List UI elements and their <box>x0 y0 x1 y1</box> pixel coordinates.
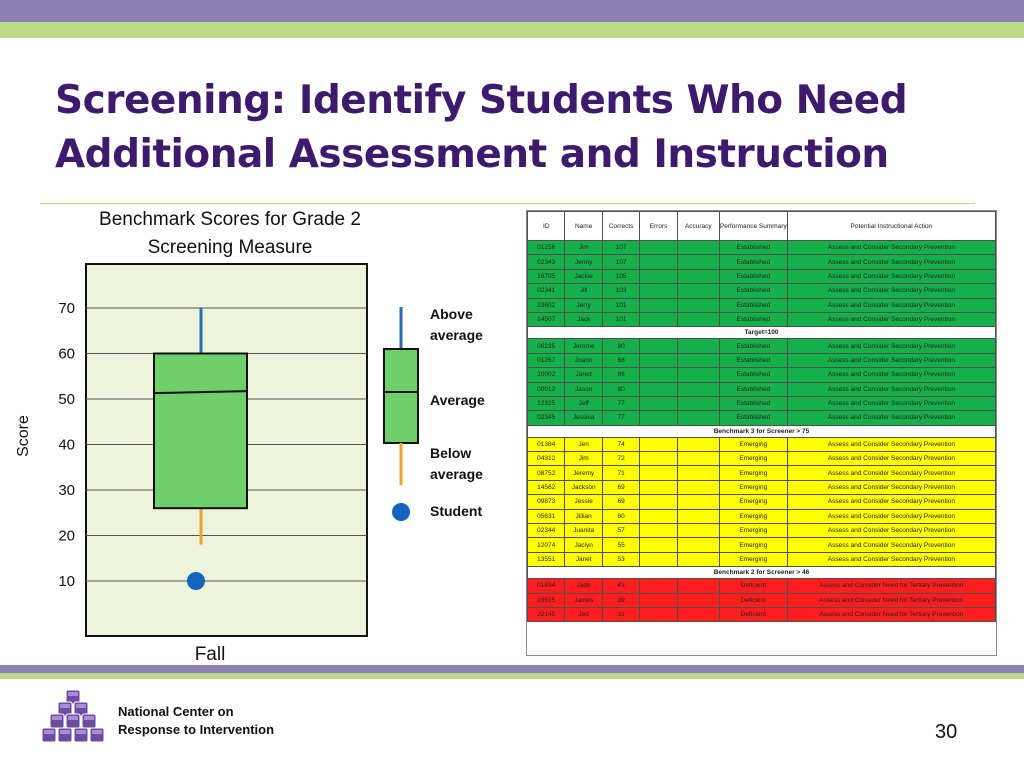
table-row <box>528 353 996 367</box>
table-cell: 12325 <box>528 396 565 410</box>
org-line2: Response to Intervention <box>118 722 275 737</box>
table-row <box>528 411 996 425</box>
column-header: Name <box>565 212 602 241</box>
legend-student-label: Student <box>430 503 483 519</box>
table-cell: Established <box>719 382 787 396</box>
table-cell: Established <box>719 241 787 255</box>
table-cell: Assess and Consider Secondary Prevention <box>787 382 995 396</box>
table-cell: 60 <box>602 509 639 523</box>
table-cell <box>677 382 719 396</box>
table-row <box>528 368 996 382</box>
table-cell <box>640 524 677 538</box>
table-cell: Jenny <box>565 255 602 269</box>
table-cell: Juanita <box>565 524 602 538</box>
benchmark-label: Benchmark 2 for Screener > 46 <box>528 567 996 579</box>
table-cell <box>640 284 677 298</box>
legend-above-line1: Above <box>430 306 473 322</box>
table-cell: 04312 <box>528 452 565 466</box>
table-cell: 01256 <box>528 241 565 255</box>
table-cell: Jim <box>565 452 602 466</box>
table-cell: 16705 <box>528 269 565 283</box>
column-header: ID <box>528 212 565 241</box>
table-cell <box>640 538 677 552</box>
table-cell <box>677 284 719 298</box>
table-cell: 71 <box>602 466 639 480</box>
table-cell: 22145 <box>528 607 565 621</box>
table-cell: 01834 <box>528 579 565 593</box>
table-cell <box>677 437 719 451</box>
table-cell: Jackie <box>565 269 602 283</box>
table-cell <box>677 269 719 283</box>
table-cell <box>677 396 719 410</box>
table-cell: 69 <box>602 480 639 494</box>
table-cell: 105 <box>602 269 639 283</box>
student-score-dot <box>187 572 205 590</box>
title-divider <box>40 203 975 204</box>
legend-below-line2: average <box>430 466 483 482</box>
table-cell: 43 <box>602 579 639 593</box>
table-cell <box>640 452 677 466</box>
table-cell: Assess and Consider Secondary Prevention <box>787 437 995 451</box>
screening-results-table <box>526 210 997 656</box>
table-row <box>528 396 996 410</box>
chart-title <box>60 206 400 262</box>
table-cell: Assess and Consider Secondary Prevention <box>787 466 995 480</box>
table-cell <box>640 312 677 326</box>
table-cell: Joann <box>565 353 602 367</box>
table-cell <box>677 368 719 382</box>
table-cell: 20002 <box>528 368 565 382</box>
table-cell: Emerging <box>719 452 787 466</box>
y-tick-label: 10 <box>58 573 75 590</box>
table-cell: Emerging <box>719 437 787 451</box>
table-cell: Assess and Consider Secondary Prevention <box>787 411 995 425</box>
page-number: 30 <box>935 721 958 743</box>
benchmark-separator-row <box>528 327 996 339</box>
table-row <box>528 466 996 480</box>
table-cell: 86 <box>602 368 639 382</box>
table-cell: 23602 <box>528 298 565 312</box>
bottom-accent-bar-purple <box>0 665 1024 673</box>
table-cell: Established <box>719 411 787 425</box>
table-row <box>528 269 996 283</box>
table-cell <box>640 353 677 367</box>
table-cell: 69 <box>602 495 639 509</box>
table-cell: 72 <box>602 452 639 466</box>
table-cell: 23515 <box>528 593 565 607</box>
table-cell <box>677 480 719 494</box>
table-cell <box>677 339 719 353</box>
benchmark-label: Target=100 <box>528 327 996 339</box>
table-row <box>528 339 996 353</box>
table-cell <box>640 241 677 255</box>
table-cell <box>677 353 719 367</box>
x-axis-label: Fall <box>194 644 226 665</box>
table-cell: Emerging <box>719 552 787 566</box>
table-cell: 101 <box>602 298 639 312</box>
table-cell: Assess and Consider Secondary Prevention <box>787 552 995 566</box>
table-cell: Assess and Consider Secondary Prevention <box>787 524 995 538</box>
table-cell: Jillian <box>565 509 602 523</box>
table-cell: 57 <box>602 524 639 538</box>
table-cell <box>640 368 677 382</box>
table-cell: Assess and Consider Need for Tertiary Prevention <box>787 593 995 607</box>
table-cell <box>640 255 677 269</box>
table-cell: Assess and Consider Secondary Prevention <box>787 312 995 326</box>
table-cell <box>640 339 677 353</box>
table-cell: 74 <box>602 437 639 451</box>
table-row <box>528 524 996 538</box>
y-axis-label: Score <box>15 415 32 457</box>
table-cell <box>640 495 677 509</box>
table-cell: 02345 <box>528 411 565 425</box>
org-line1: National Center on <box>118 704 234 719</box>
table-cell <box>677 466 719 480</box>
table-cell: 39 <box>602 593 639 607</box>
bottom-accent-bar-green <box>0 673 1024 679</box>
table-cell: Emerging <box>719 509 787 523</box>
table-cell: Jack <box>565 312 602 326</box>
table-cell: 01267 <box>528 353 565 367</box>
table-cell: 02344 <box>528 524 565 538</box>
table-cell <box>677 509 719 523</box>
table-cell: 08752 <box>528 466 565 480</box>
table-cell: Assess and Consider Secondary Prevention <box>787 480 995 494</box>
column-header: Errors <box>640 212 677 241</box>
table-cell: Assess and Consider Secondary Prevention <box>787 368 995 382</box>
table-cell: Established <box>719 255 787 269</box>
table-cell: Jeremy <box>565 466 602 480</box>
table-cell: 09873 <box>528 495 565 509</box>
legend-above-label <box>430 304 483 346</box>
table-cell: Jerry <box>565 298 602 312</box>
table-row <box>528 607 996 621</box>
table-cell: 01384 <box>528 437 565 451</box>
table-cell: 13551 <box>528 552 565 566</box>
organization-name <box>118 703 274 739</box>
slide-title: Screening: Identify Students Who Need Additional Assessment and Instruction <box>55 78 908 177</box>
legend-average-label: Average <box>430 392 485 408</box>
table-cell: Jerome <box>565 339 602 353</box>
table-cell <box>640 480 677 494</box>
benchmark-separator-row <box>528 567 996 579</box>
table-cell: Assess and Consider Secondary Prevention <box>787 255 995 269</box>
table-cell: 53 <box>602 552 639 566</box>
top-accent-bar-purple <box>0 0 1024 22</box>
table-cell: Assess and Consider Secondary Prevention <box>787 241 995 255</box>
table-row <box>528 538 996 552</box>
table-cell: Jessica <box>565 411 602 425</box>
chart-title-line1: Benchmark Scores for Grade 2 <box>99 209 361 230</box>
table-cell <box>640 579 677 593</box>
legend-above-line2: average <box>430 327 483 343</box>
table-cell: 02343 <box>528 255 565 269</box>
table-cell <box>677 607 719 621</box>
table-cell: Jaclyn <box>565 538 602 552</box>
column-header: Performance Summary <box>719 212 787 241</box>
table-cell: Established <box>719 368 787 382</box>
table-cell: 103 <box>602 284 639 298</box>
table-cell: Emerging <box>719 524 787 538</box>
table-cell <box>640 607 677 621</box>
table-cell: Jason <box>565 382 602 396</box>
table-cell: Assess and Consider Secondary Prevention <box>787 396 995 410</box>
table-cell: 77 <box>602 411 639 425</box>
table-cell: Jim <box>565 241 602 255</box>
table-cell: Emerging <box>719 466 787 480</box>
table-row <box>528 593 996 607</box>
table-row <box>528 579 996 593</box>
table-cell: Established <box>719 339 787 353</box>
table-cell <box>640 466 677 480</box>
table-cell: Jill <box>565 284 602 298</box>
table-row <box>528 480 996 494</box>
table-cell: 77 <box>602 396 639 410</box>
table-row <box>528 298 996 312</box>
top-accent-bar-green <box>0 22 1024 38</box>
table-cell: 101 <box>602 312 639 326</box>
table-cell: 12074 <box>528 538 565 552</box>
table-row <box>528 241 996 255</box>
table-cell <box>640 382 677 396</box>
table-row <box>528 452 996 466</box>
table-cell <box>677 495 719 509</box>
y-tick-label: 70 <box>58 300 75 317</box>
table-row <box>528 312 996 326</box>
table-cell: Assess and Consider Secondary Prevention <box>787 298 995 312</box>
table-cell: Established <box>719 269 787 283</box>
y-tick-label: 40 <box>58 436 75 454</box>
benchmark-separator-row <box>528 425 996 437</box>
table-cell <box>640 411 677 425</box>
legend-below-label <box>430 443 483 485</box>
table-cell: 107 <box>602 241 639 255</box>
table-cell <box>677 579 719 593</box>
table-row <box>528 495 996 509</box>
column-header: Potential Instructional Action <box>787 212 995 241</box>
table-cell: Assess and Consider Secondary Prevention <box>787 269 995 283</box>
table-row <box>528 552 996 566</box>
table-cell <box>640 509 677 523</box>
table-cell: Deficient <box>719 593 787 607</box>
table-cell: 90 <box>602 339 639 353</box>
table-cell: Janet <box>565 552 602 566</box>
table-cell: 02341 <box>528 284 565 298</box>
y-tick-label: 50 <box>58 391 75 408</box>
table-row <box>528 284 996 298</box>
legend-below-line1: Below <box>430 445 472 461</box>
table-cell: Assess and Consider Secondary Prevention <box>787 452 995 466</box>
table-cell: Assess and Consider Need for Tertiary Prevention <box>787 579 995 593</box>
table-cell <box>677 552 719 566</box>
table-cell <box>640 269 677 283</box>
table-cell: Emerging <box>719 538 787 552</box>
table-cell <box>677 298 719 312</box>
y-tick-label: 20 <box>58 527 75 545</box>
table-row <box>528 437 996 451</box>
y-tick-label: 30 <box>58 482 75 499</box>
table-cell <box>677 524 719 538</box>
table-cell: 14562 <box>528 480 565 494</box>
table-row <box>528 509 996 523</box>
table-cell: Deficient <box>719 579 787 593</box>
legend-student-dot <box>392 503 410 521</box>
table-row <box>528 382 996 396</box>
table-cell <box>640 437 677 451</box>
scores-table <box>527 211 996 622</box>
table-cell: 06235 <box>528 339 565 353</box>
table-cell: Assess and Consider Secondary Prevention <box>787 339 995 353</box>
table-cell: Deficient <box>719 607 787 621</box>
table-cell: Assess and Consider Secondary Prevention <box>787 284 995 298</box>
interquartile-box <box>154 354 247 509</box>
table-cell: Jade <box>565 579 602 593</box>
y-tick-label: 60 <box>58 345 75 363</box>
table-cell: Assess and Consider Secondary Prevention <box>787 538 995 552</box>
table-cell: Assess and Consider Need for Tertiary Prevention <box>787 607 995 621</box>
table-cell: Assess and Consider Secondary Prevention <box>787 353 995 367</box>
column-header: Accuracy <box>677 212 719 241</box>
table-cell: Assess and Consider Secondary Prevention <box>787 495 995 509</box>
table-cell <box>677 538 719 552</box>
table-cell <box>677 452 719 466</box>
table-cell: 80 <box>602 382 639 396</box>
table-cell <box>640 298 677 312</box>
table-cell <box>640 396 677 410</box>
table-cell <box>640 593 677 607</box>
table-cell: James <box>565 593 602 607</box>
table-cell: 31 <box>602 607 639 621</box>
table-cell: Emerging <box>719 495 787 509</box>
table-cell: Jeff <box>565 396 602 410</box>
table-header-row <box>528 212 996 241</box>
table-cell: Jared <box>565 368 602 382</box>
table-cell: Established <box>719 298 787 312</box>
ncrti-logo-icon <box>40 688 106 752</box>
table-cell: 05631 <box>528 509 565 523</box>
table-cell: Emerging <box>719 480 787 494</box>
table-cell: Established <box>719 353 787 367</box>
table-cell: Jessie <box>565 495 602 509</box>
table-cell <box>677 255 719 269</box>
table-cell: Jen <box>565 437 602 451</box>
table-cell <box>677 593 719 607</box>
table-cell: 14507 <box>528 312 565 326</box>
chart-title-line2: Screening Measure <box>147 237 313 258</box>
table-cell <box>677 312 719 326</box>
table-row <box>528 255 996 269</box>
table-cell: 55 <box>602 538 639 552</box>
column-header: Corrects <box>602 212 639 241</box>
benchmark-label: Benchmark 3 for Screener > 75 <box>528 425 996 437</box>
table-cell <box>640 552 677 566</box>
table-cell: 00012 <box>528 382 565 396</box>
table-cell: Established <box>719 312 787 326</box>
table-cell: Established <box>719 284 787 298</box>
table-cell: Jed <box>565 607 602 621</box>
table-cell: 107 <box>602 255 639 269</box>
table-cell: Established <box>719 396 787 410</box>
table-cell: 88 <box>602 353 639 367</box>
table-cell: Jackson <box>565 480 602 494</box>
table-cell <box>677 411 719 425</box>
table-cell <box>677 241 719 255</box>
legend-box <box>384 349 418 443</box>
table-cell: Assess and Consider Secondary Prevention <box>787 509 995 523</box>
